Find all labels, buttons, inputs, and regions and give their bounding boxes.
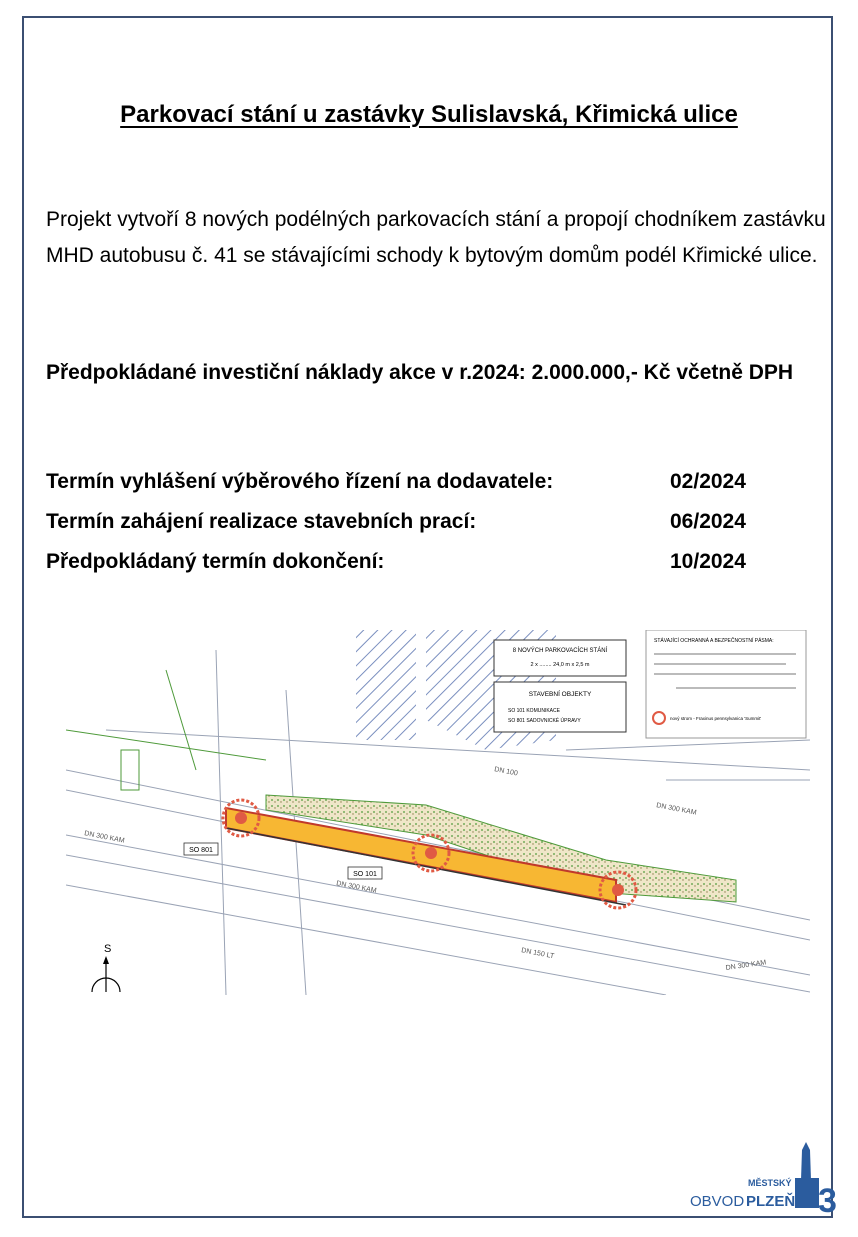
project-description: Projekt vytvoří 8 nových podélných parkovacích stání a propojí chodníkem zastávku MHD autobusu č. 41 se stávajícími schody k bytovým domům podél Křimické ulice. [46,208,826,267]
site-plan-map [66,630,810,995]
page-frame [22,16,833,1218]
svg-text:nový strom - Fraxinus pennsylv: nový strom - Fraxinus pennsylvanica 'Summit' [670,716,762,721]
svg-text:MĚSTSKÝ: MĚSTSKÝ [748,1178,792,1188]
legend-objects [494,682,626,732]
svg-text:3: 3 [818,1182,837,1220]
label-so101: SO 101 [353,871,377,878]
label-so801: SO 801 [189,847,213,854]
label-pipe: DN 150 LT [520,947,555,961]
term-label: Termín zahájení realizace stavebních prací: [46,510,477,533]
term-row [46,470,806,510]
term-row [46,550,806,590]
svg-text:SO 101 KOMUNIKACE: SO 101 KOMUNIKACE [508,708,560,714]
term-label: Termín vyhlášení výběrového řízení na dodavatele: [46,470,554,493]
term-value: 10/2024 [670,550,746,573]
svg-text:PLZEŇ: PLZEŇ [746,1193,796,1210]
investment-costs: Předpokládané investiční náklady akce v r.2024: 2.000.000,- Kč včetně DPH [46,361,794,384]
label-pipe: DN 100 [493,766,519,778]
terms-list [46,470,806,590]
mestsky-obvod-plzen-logo [690,1140,840,1220]
legend-parking [494,640,626,676]
term-value: 06/2024 [670,510,746,533]
svg-text:STAVEBNÍ OBJEKTY: STAVEBNÍ OBJEKTY [528,691,592,698]
label-pipe: DN 300 KAM [83,830,126,845]
legend-protection [646,630,806,738]
svg-text:SO 801 SADOVNICKÉ ÚPRAVY: SO 801 SADOVNICKÉ ÚPRAVY [508,718,581,724]
page-title: Parkovací stání u zastávky Sulislavská, Křimická ulice [120,101,738,128]
term-row [46,510,806,550]
north-arrow-icon [92,943,120,992]
green-lines [66,670,266,790]
svg-text:8 NOVÝCH PARKOVACÍCH STÁNÍ: 8 NOVÝCH PARKOVACÍCH STÁNÍ [512,648,608,654]
label-pipe: DN 300 KAM [335,880,378,895]
label-pipe: DN 300 KAM [655,802,698,817]
term-label: Předpokládaný termín dokončení: [46,550,385,573]
svg-text:S: S [104,943,112,955]
svg-text:STÁVAJÍCÍ OCHRANNÁ A BEZPEČNOS: STÁVAJÍCÍ OCHRANNÁ A BEZPEČNOSTNÍ PÁSMA: [654,638,774,644]
label-pipe: DN 300 KAM [725,959,767,972]
building-hatch [356,630,416,740]
term-value: 02/2024 [670,470,746,493]
svg-text:2 x ........ 24,0 m x 2,5 m: 2 x ........ 24,0 m x 2,5 m [530,662,590,668]
svg-text:OBVOD: OBVOD [690,1193,745,1210]
